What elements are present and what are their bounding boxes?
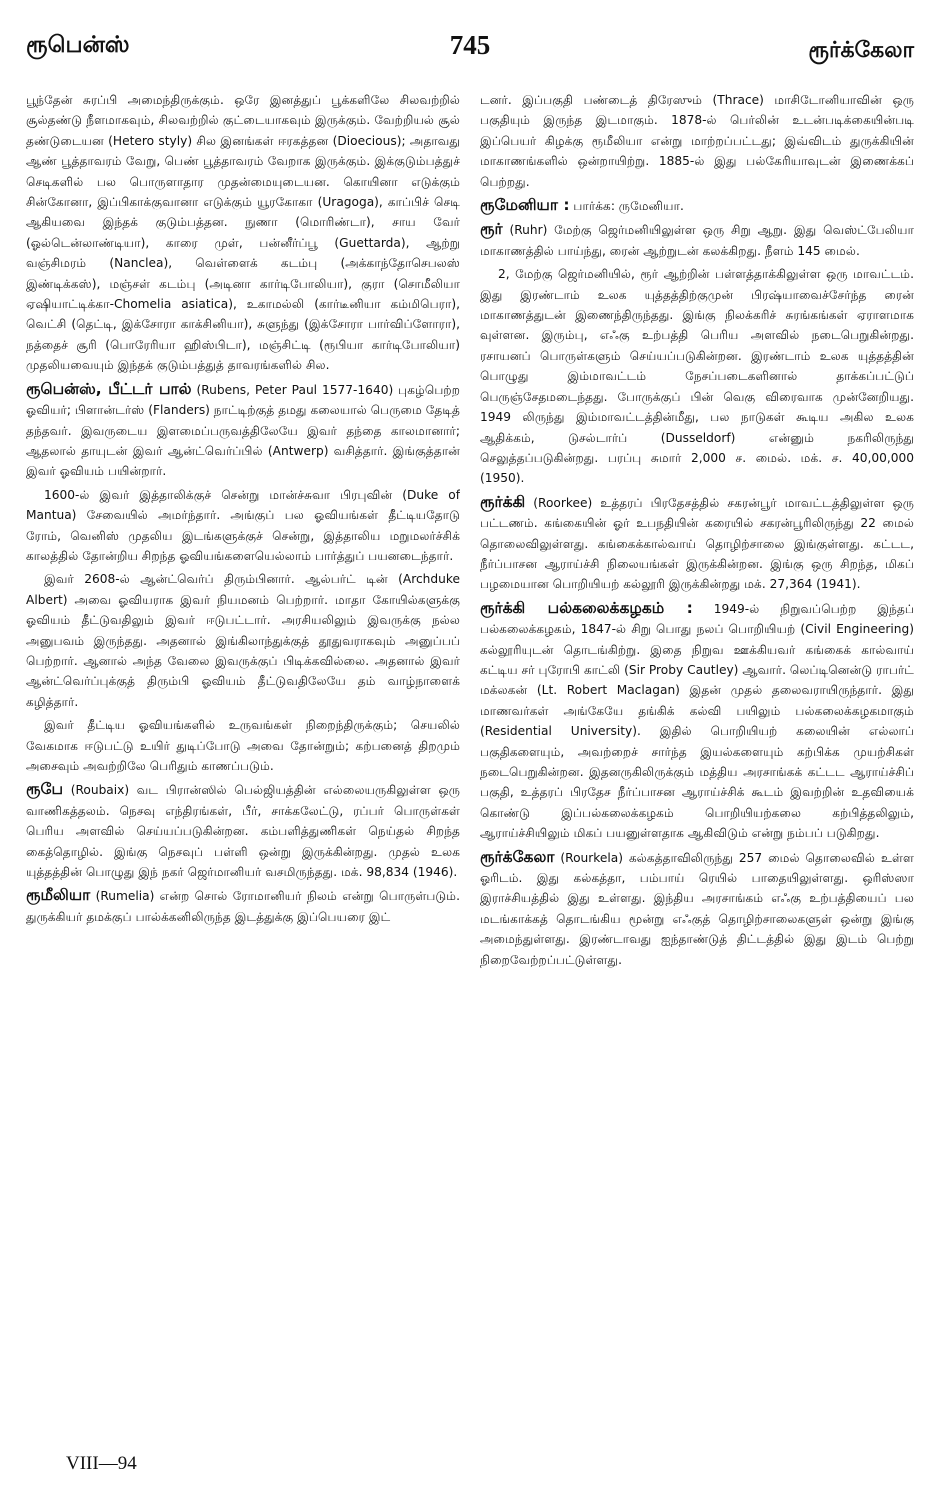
sheet-signature: VIII—94: [66, 1453, 137, 1474]
page-header: [26, 24, 914, 86]
entry-body: பார்க்க: ருமேனியா.: [569, 199, 684, 214]
page-number: 745: [449, 30, 491, 60]
body-paragraph: 2, மேற்கு ஜெர்மனியில், ரூர் ஆற்றின் பள்ளத்தாக்கிலுள்ள ஒரு மாவட்டம். இது இரண்டாம் உலக யுத்தத்திற்குமுன் பிரஷ்யாவைச்சேர்ந்த ரைன் மாகாணத்துடன் இணைந்திருந்தது. இங்கு நிலக்கரிச் சுரங்கங்கள் ஏராளமாக வுள்ளன. இரும்பு, எஃகு உற்பத்தி பெரிய அளவில் நடைபெறுகின்றது. ரசாயனப் பொருள்களும் செய்யப்படுகின்றன. இரண்டாம் உலக யுத்தத்தின் பொழுது இம்மாவட்டம் நேசப்படைகளினால் தாக்கப்பட்டுப் பெருஞ்சேதமடைந்தது. போருக்குப் பின் வெகு விரைவாக முன்னேறியது. 1949 லிருந்து இம்மாவட்டத்தின்மீது, பல நாடுகள் கூடிய அகில உலக ஆதிக்கம், டுசல்டார்ப் (Dusseldorf) என்னும் நகரிலிருந்து செலுத்தப்படுகின்றது. பரப்பு சுமார் 2,000 ச. மைல். மக். ச. 40,00,000 (1950).: [480, 267, 914, 486]
body-paragraph: இவர் 2608-ல் ஆன்ட்வெர்ப் திரும்பினார். ஆல்பர்ட் டின் (Archduke Albert) அவை ஓவியராக இவர் நியமனம் பெற்றார். மாதா கோயில்களுக்கு ஓவியம் தீட்டுவதிலும் இவர் ஈடுபட்டார். அரசியலிலும் இவருக்கு நல்ல அனுபவம் இருந்தது. அதனால் இங்கிலாந்துக்குத் தூதுவராகவும் அனுப்பப் பெற்றார். ஆனால் அந்த வேலை இவருக்குப் பிடிக்கவில்லை. அதனால் இவர் ஆன்ட்வெர்ப்புக்குத் திரும்பி ஓவியம் தீட்டுவதிலேயே தம் வாழ்நாளைக் கழித்தார்.: [26, 572, 460, 709]
entry-paragraph: [480, 492, 914, 595]
header-left-word: ரூபென்ஸ்: [26, 32, 130, 58]
entry-paragraph: [480, 219, 914, 261]
entry-headword: ரூர்க்கி பல்கலைக்கழகம் :: [480, 598, 693, 617]
entry-headword: ரூர்க்கேலா: [480, 847, 555, 866]
continued-paragraph: டனர். இப்பகுதி பண்டைத் திரேஸும் (Thrace) மாசிடோனியாவின் ஒரு பகுதியும் இருந்த இடமாகும். 1878-ல் பெர்லின் உடன்படிக்கையின்படி இப்பெயர் கிழக்கு ரூமீலியா என்று மாற்றப்பட்டது; இவ்விடம் துருக்கியின் மாகாணங்களில் ஒன்றாயிற்று. 1885-ல் இது பல்கேரியாவுடன் இணைக்கப் பெற்றது.: [480, 93, 914, 189]
entry-paragraph: [480, 195, 914, 216]
body-paragraph: 1600-ல் இவர் இத்தாலிக்குச் சென்று மான்ச்சுவா பிரபுவின் (Duke of Mantua) சேவையில் அமர்ந்தார். அங்குப் பல ஓவியங்கள் தீட்டியதோடு ரோம், வெனிஸ் முதலிய இடங்களுக்குச் சென்று, இத்தாலிய மறுமலர்ச்சிக் காலத்தில் தோன்றிய சிறந்த ஓவியங்களையெல்லாம் பார்த்துப் பயனடைந்தார்.: [26, 487, 460, 563]
entry-body: (Roorkee) உத்தரப் பிரதேசத்தில் சகரன்பூர் மாவட்டத்திலுள்ள ஒரு பட்டணம். கங்கையின் ஓர் உபநதியின் கரையில் சகரன்பூரிலிருந்து 22 மைல் தொலைவிலுள்ளது. கங்கைக்கால்வாய் தொழிற்சாலை இங்குள்ளது. கட்டட, நீர்ப்பாசன ஆராய்ச்சி நிலையங்கள் இருக்கின்றன. இங்கு ஒரு சிறந்த, மிகப் பழமையான பொறியியற் கல்லூரி இருக்கின்றது மக். 27,364 (1941).: [480, 495, 914, 592]
entry-body: (Roubaix) வட பிரான்ஸில் பெல்ஜியத்தின் எல்லையருகிலுள்ள ஒரு வாணிகத்தலம். நெசவு எந்திரங்கள், பீர், சாக்கலேட்டு, ரப்பர் பொருள்கள் பெரிய அளவில் செய்யப்படுகின்றன. கம்பளித்துணிகள் நெய்தல் சிறந்த கைத்தொழில். இங்கு நெசவுப் பள்ளி ஒன்று இருக்கின்றது. முதல் உலக யுத்தத்தின் பொழுது இந் நகர் ஜெர்மானியர் வசமிருந்தது. மக். 98,834 (1946).: [26, 783, 460, 880]
entry-body: 1949-ல் நிறுவப்பெற்ற இந்தப் பல்கலைக்கழகம், 1847-ல் சிறு பொது நலப் பொறியியற் (Civil Engineering) கல்லூரியுடன் தொடங்கிற்று. இதை நிறுவ ஊக்கியவர் கங்கைக் கால்வாய் கட்டிய சர் புரோபி காட்லி (Sir Proby Cautley) ஆவார். லெப்டினென்டு ராபர்ட் மக்லகன் (Lt. Robert Maclagan) இதன் முதல் தலைவராயிருந்தார். இது மாணவர்கள் அங்கேயே தங்கிக் கல்வி பயிலும் பல்கலைக்கழகமாகும் (Residential University). இதில் பொறியியற் கலையின் எல்லாப் பகுதிகளையும், அவற்றைச் சார்ந்த இயல்களையும் கற்பிக்க முயற்சிகள் நடைபெறுகின்றன. இதனருகிலிருக்கும் மத்திய அரசாங்கக் கட்டட ஆராய்ச்சிப் பகுதி, உத்தரப் பிரதேச நீர்ப்பாசன ஆராய்ச்சிக் கூடம் இவற்றின் உதவியைக் கொண்டு இப்பல்கலைக்கழகம் பொறியியற்கலை கற்பித்தலிலும், ஆராய்ச்சியிலும் மிகப் பயனுள்ளதாக ஆகிவிடும் என்று நம்பப் படுகிறது.: [480, 601, 914, 841]
entry-paragraph: [480, 847, 914, 970]
header-right-word: ரூர்க்கேலா: [808, 38, 914, 63]
entry-body: (Rourkela) கல்கத்தாவிலிருந்து 257 மைல் தொலைவில் உள்ள ஓரிடம். இது கல்கத்தா, பம்பாய் ரெயில் பாதையிலுள்ளது. ஒரிஸ்ஸா இராச்சியத்தில் இது உள்ளது. இந்திய அரசாங்கம் எஃகு உற்பத்தியைப் பல மடங்காக்கத் தொடங்கிய மூன்று எஃகுத் தொழிற்சாலைகளுள் ஒன்று இங்கு அமைந்துள்ளது. இரண்டாவது ஐந்தாண்டுத் திட்டத்தில் இது இடம் பெற்று நிறைவேற்றப்பட்டுள்ளது.: [480, 850, 914, 967]
entry-body: (Ruhr) மேற்கு ஜெர்மனியிலுள்ள ஒரு சிறு ஆறு. இது வெஸ்ட்பேலியா மாகாணத்தில் பாய்ந்து, ரைன் ஆற்றுடன் கலக்கிறது. நீளம் 145 மைல்.: [480, 223, 914, 258]
continued-paragraph: பூந்தேன் சுரப்பி அமைந்திருக்கும். ஒரே இனத்துப் பூக்களிலே சிலவற்றில் சூல்தண்டு நீளமாகவும், சிலவற்றில் குட்டையாகவும் இருக்கும். வேற்றியல் சூல் தண்டுடையன (Hetero styly) சில இனங்கள் ஈரகத்தன (Dioecious); அதாவது ஆண் பூத்தாவரம் வேறு, பெண் பூத்தாவரம் வேறாக இருக்கும். இக்குடும்பத்துச் செடிகளில் பல பொருளாதார முதன்மையுடையன. கொயினா எடுக்கும் சின்கோனா, இப்பிகாக்குவானா எடுக்கும் யூரகோகா (Uragoga), காப்பிச் செடி ஆகியவை இந்தக் குடும்பத்தன. நுணா (மொரிண்டா), சாய வேர் (ஓல்டென்லாண்டியா), காரை முள், பன்னீர்ப்பூ (Guettarda), ஆற்று வஞ்சிமரம் (Nanclea), வெள்ளைக் கடம்பு (அக்காந்தோசெபலஸ் இண்டிக்கஸ்), மஞ்சள் கடம்பு (அடினா கார்டிபோலியா), குரா (சொமீலியா ஏஷியாட்டிக்கா-Chomelia asiatica), உகாமல்லி (கார்டீனியா கம்மிபெரா), வெட்சி (தெட்டி, இக்சோரா காக்சினியா), சுளுந்து (இக்சோரா பார்விப்ளோரா), நத்தைச் சூரி (பொரேரியா ஹிஸ்பிடா), மஞ்சிட்டி (ரூபியா கார்டிபோலியா) முதலியவையும் இந்தக் குடும்பத்துத் தாவரங்களில் சில.: [26, 93, 460, 373]
entry-headword: ரூபே: [26, 780, 64, 799]
entry-headword: ரூபென்ஸ், பீட்டர் பால்: [26, 379, 192, 398]
two-column-body: [26, 90, 914, 1430]
left-column: [26, 90, 460, 1430]
entry-headword: ரூர்க்கி: [480, 492, 526, 511]
entry-headword: ரூர்: [480, 220, 503, 239]
entry-paragraph: [26, 379, 460, 482]
body-paragraph: இவர் தீட்டிய ஓவியங்களில் உருவங்கள் நிறைந்திருக்கும்; செயலில் வேகமாக ஈடுபட்டு உயிர் துடிப்போடு அவை தோன்றும்; கற்பனைத் திறமும் அசைவும் அவற்றிலே பெரிதும் காணப்படும்.: [26, 718, 460, 773]
right-column: [480, 90, 914, 1430]
entry-headword: ரூமேனியா :: [480, 196, 570, 215]
entry-body: (Rumelia) என்ற சொல் ரோமானியர் நிலம் என்று பொருள்படும். துருக்கியர் தமக்குப் பால்க்கனிலிருந்த இடத்துக்கு இப்பெயரை இட்: [26, 889, 460, 924]
entry-headword: ரூமீலியா: [26, 886, 91, 905]
entry-body: (Rubens, Peter Paul 1577-1640) புகழ்பெற்ற ஓவியர்; பிளான்டர்ஸ் (Flanders) நாட்டிற்குத் தமது கலையால் பெருமை தேடித் தந்தவர். இவருடைய இளமைப்பருவத்திலேயே இவர் தந்தை காலமானார்; ஆதலால் தாயுடன் இவர் ஆன்ட்வெர்ப்பில் (Antwerp) வசித்தார். இங்குத்தான் இவர் ஓவியம் பயின்றார்.: [26, 382, 460, 479]
entry-paragraph: [26, 885, 460, 927]
entry-paragraph: [26, 779, 460, 882]
entry-paragraph: [480, 598, 914, 844]
